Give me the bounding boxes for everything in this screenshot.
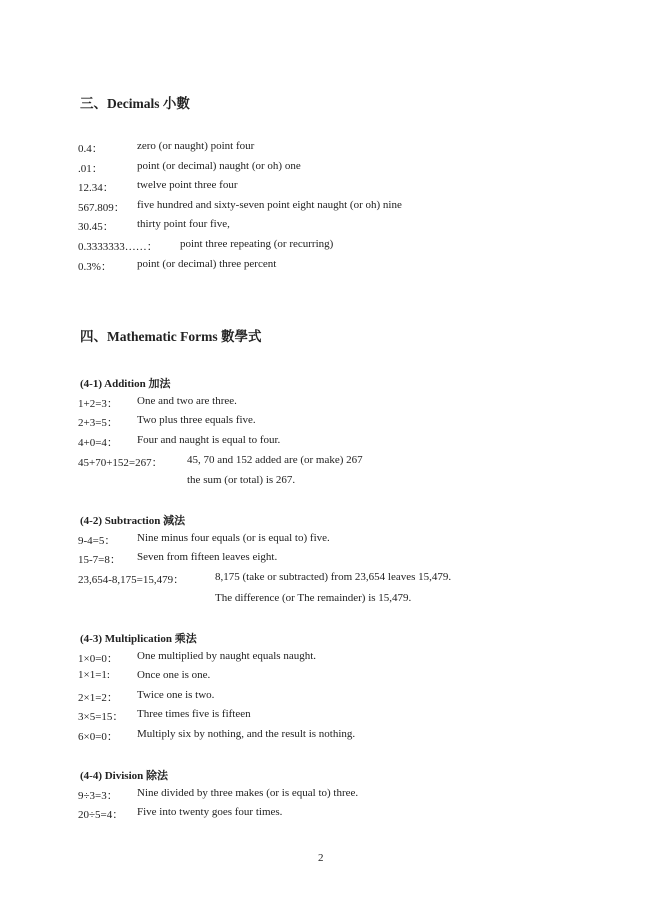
decimal-term: .01： xyxy=(78,163,103,175)
decimal-desc: zero (or naught) point four xyxy=(137,140,255,152)
equation: 3×5=15： xyxy=(78,711,124,723)
equation: 1×0=0： xyxy=(78,653,118,665)
decimal-term: 0.3333333……： xyxy=(78,241,158,253)
equation-reading: Seven from fifteen leaves eight. xyxy=(137,551,278,563)
decimal-desc: point (or decimal) three percent xyxy=(137,258,277,270)
decimal-term: 567.809： xyxy=(78,202,125,214)
equation-reading: Three times five is fifteen xyxy=(137,708,251,720)
equation-reading: Five into twenty goes four times. xyxy=(137,806,283,818)
decimal-desc: thirty point four five, xyxy=(137,218,230,230)
equation-reading: Nine divided by three makes (or is equal to) three. xyxy=(137,787,359,799)
equation: 23,654-8,175=15,479： xyxy=(78,574,185,586)
equation-reading-continued: the sum (or total) is 267. xyxy=(187,474,296,486)
subsection-heading-division: (4-4) Division 除法 xyxy=(80,770,168,782)
equation: 15-7=8： xyxy=(78,554,121,566)
equation-reading-continued: The difference (or The remainder) is 15,479. xyxy=(215,592,412,604)
equation: 2+3=5： xyxy=(78,417,118,429)
page-number: 2 xyxy=(318,852,324,864)
equation-reading: 8,175 (take or subtracted) from 23,654 leaves 15,479. xyxy=(215,571,452,583)
equation: 9-4=5： xyxy=(78,535,116,547)
equation: 2×1=2： xyxy=(78,692,118,704)
decimal-term: 12.34： xyxy=(78,182,114,194)
decimal-term: 30.45： xyxy=(78,221,114,233)
equation-reading: One and two are three. xyxy=(137,395,237,407)
equation-reading: Once one is one. xyxy=(137,669,211,681)
equation-reading: Four and naught is equal to four. xyxy=(137,434,281,446)
decimal-term: 0.4： xyxy=(78,143,103,155)
equation-reading: Twice one is two. xyxy=(137,689,215,701)
subsection-heading-subtraction: (4-2) Subtraction 減法 xyxy=(80,515,186,527)
equation: 1+2=3： xyxy=(78,398,118,410)
equation: 20÷5=4： xyxy=(78,809,124,821)
section-title-decimals: 三、Decimals 小數 xyxy=(80,96,190,111)
section-title-forms: 四、Mathematic Forms 數學式 xyxy=(80,329,262,344)
equation-reading: Nine minus four equals (or is equal to) five. xyxy=(137,532,330,544)
equation: 6×0=0： xyxy=(78,731,118,743)
decimal-desc: twelve point three four xyxy=(137,179,238,191)
decimal-term: 0.3%： xyxy=(78,261,112,273)
equation: 45+70+152=267： xyxy=(78,457,163,469)
subsection-heading-addition: (4-1) Addition 加法 xyxy=(80,378,171,390)
equation: 1×1=1: xyxy=(78,669,110,681)
subsection-heading-multiplication: (4-3) Multiplication 乘法 xyxy=(80,633,197,645)
equation: 9÷3=3： xyxy=(78,790,118,802)
equation-reading: Multiply six by nothing, and the result is nothing. xyxy=(137,728,356,740)
decimal-desc: point three repeating (or recurring) xyxy=(180,238,334,250)
equation: 4+0=4： xyxy=(78,437,118,449)
equation-reading: One multiplied by naught equals naught. xyxy=(137,650,317,662)
equation-reading: 45, 70 and 152 added are (or make) 267 xyxy=(187,454,363,466)
decimal-desc: point (or decimal) naught (or oh) one xyxy=(137,160,301,172)
decimal-desc: five hundred and sixty-seven point eight naught (or oh) nine xyxy=(137,199,402,211)
equation-reading: Two plus three equals five. xyxy=(137,414,256,426)
